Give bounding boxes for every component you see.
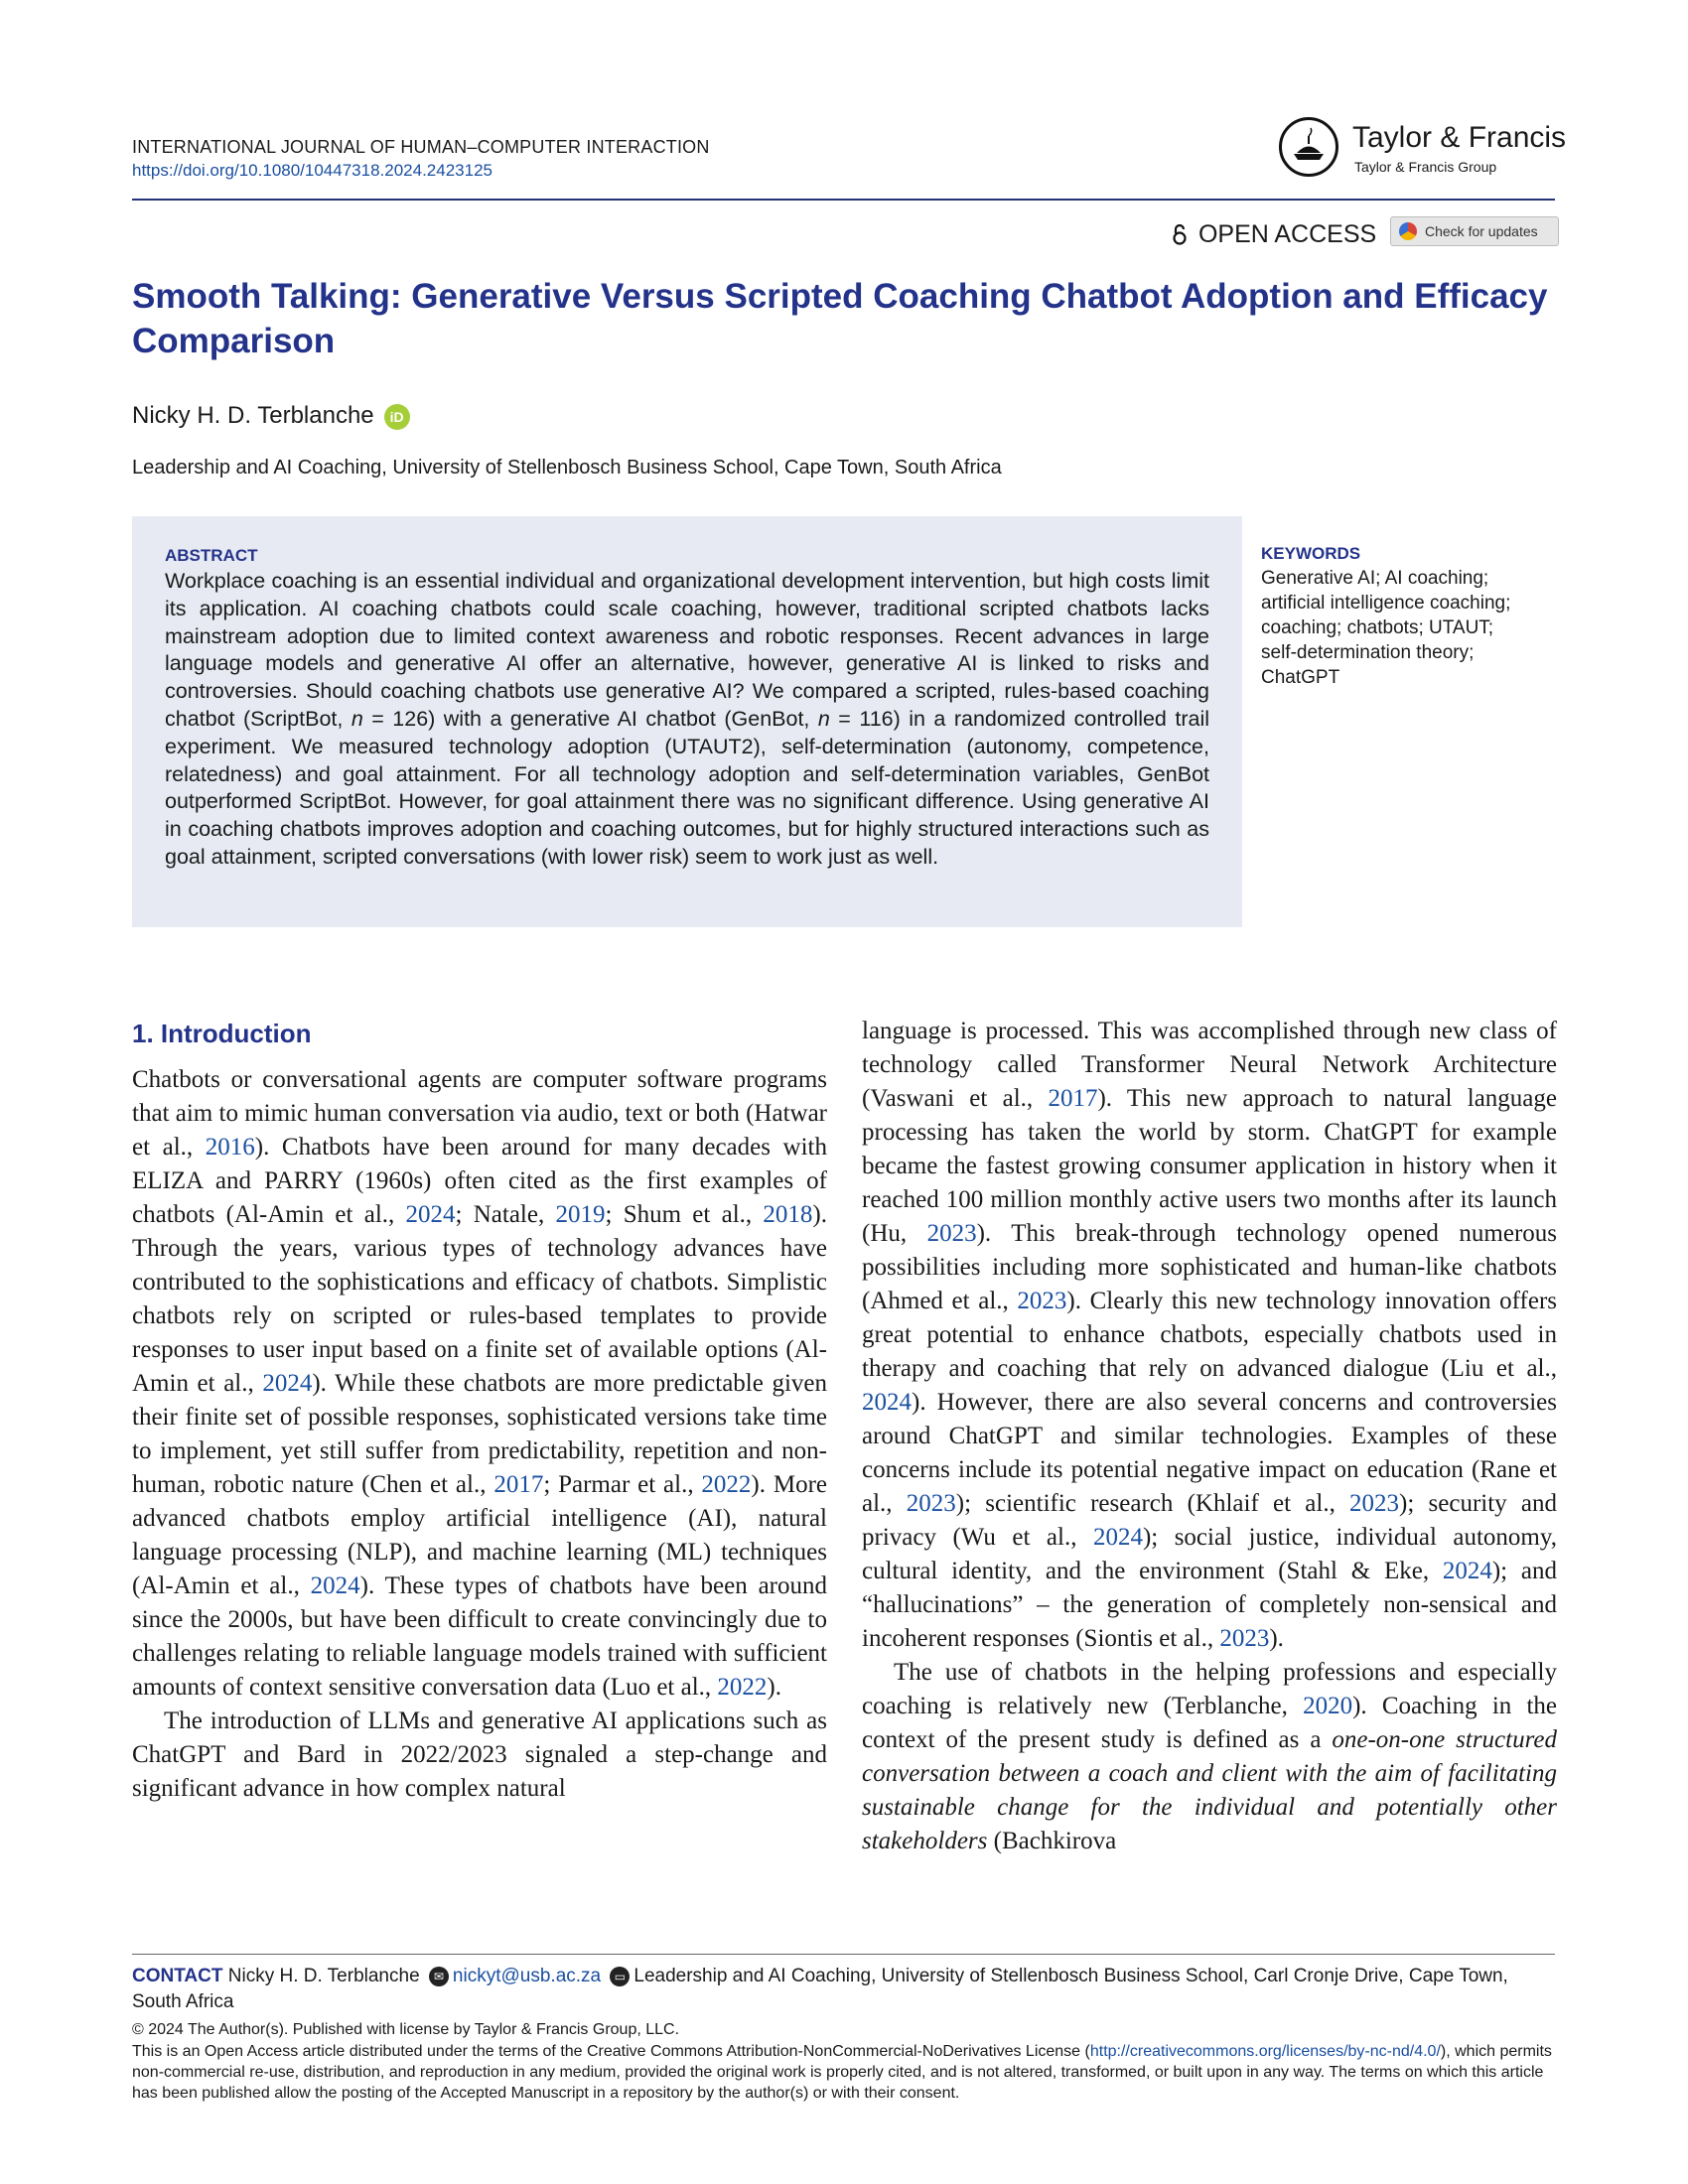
intro-paragraph-1: Chatbots or conversational agents are computer software programs that aim to mimic human conversation via audio, text or both (Hatwar et al., 2016). Chatbots have been around for many decades with ELIZA and PARRY (1960s) often cited as the first examples of chatbots (Al-Amin et al., 2024; Natale, 2019; Shum et al., 2018). Through the years, various types of technology advances have contributed to the sophistications and efficacy of chatbots. Simplistic chatbots rely on scripted or rules-based templates to provide responses to user input based on a finite set of available options (Al-Amin et al., 2024). While these chatbots are more predictable given their finite set of possible responses, sophisticated versions take time to implement, yet still suffer from predictability, repetition and non-human, robotic nature (Chen et al., 2017; Parmar et al., 2022). More advanced chatbots employ artificial intelligence (AI), natural language processing (NLP), and machine learning (ML) techniques (Al-Amin et al., 2024). These types of chatbots have been around since the 2000s, but have been difficult to create convincingly due to challenges relating to reliable language models trained with sufficient amounts of context sensitive conversation data (Luo et al., 2022). — [132, 1066, 827, 1701]
keywords-list: Generative AI; AI coaching; artificial intelligence coaching; coaching; chatbots; UTAUT; self-determination theory; ChatGPT — [1261, 568, 1511, 688]
intro-paragraph-3: The use of chatbots in the helping professions and especially coaching is relatively new (Terblanche, 2020). Coaching in the context of the present study is defined as a one-on-one structured conversation between a coach and client with the aim of facilitating sustainable change for the individual and potentially other stakeholders (Bachkirova — [862, 1659, 1557, 1854]
citation-link[interactable]: 2024 — [1092, 1524, 1143, 1551]
citation-link[interactable]: 2022 — [701, 1471, 752, 1498]
citation-link[interactable]: 2023 — [1017, 1288, 1067, 1314]
contact-email-link[interactable]: nickyt@usb.ac.za — [452, 1966, 602, 1986]
publisher-name: Taylor & Francis — [1352, 121, 1567, 154]
crossmark-icon — [1399, 222, 1417, 240]
author-line — [132, 402, 410, 430]
citation-link[interactable]: 2016 — [205, 1134, 255, 1160]
citation-link[interactable]: 2022 — [717, 1674, 768, 1701]
contact-name: Nicky H. D. Terblanche — [227, 1966, 420, 1986]
citation-link[interactable]: 2024 — [405, 1201, 456, 1228]
intro-paragraph-2: The introduction of LLMs and generative AI applications such as ChatGPT and Bard in 2022/2023 signaled a step-change and significant advance in how complex natural — [132, 1707, 827, 1802]
publisher-logo[interactable] — [1279, 117, 1567, 187]
citation-link[interactable]: 2023 — [926, 1220, 977, 1247]
footnote-divider — [132, 1954, 1555, 1955]
citation-link[interactable]: 2018 — [763, 1201, 813, 1228]
author-name: Nicky H. D. Terblanche — [132, 402, 374, 429]
abstract-text: Workplace coaching is an essential individual and organizational development intervention, but high costs limit its application. AI coaching chatbots could scale coaching, however, traditional scripted chatbots lacks mainstream adoption due to limited context awareness and robotic responses. Recent advances in large language models and generative AI offer an alternative, however, generative AI is linked to risks and controversies. Should coaching chatbots use generative AI? We compared a scripted, rules-based coaching chatbot (ScriptBot, n = 126) with a generative AI chatbot (GenBot, n = 116) in a randomized controlled trail experiment. We measured technology adoption (UTAUT2), self-determination (autonomy, competence, relatedness) and goal attainment. For all technology adoption and self-determination variables, GenBot outperformed ScriptBot. However, for goal attainment there was no significant difference. Using generative AI in coaching chatbots improves adoption and coaching outcomes, but for highly structured interactions such as goal attainment, scripted conversations (with lower risk) seem to work just as well. — [165, 569, 1209, 869]
open-access-label — [1172, 220, 1376, 249]
article-title: Smooth Talking: Generative Versus Scripted Coaching Chatbot Adoption and Efficacy Comparison — [132, 277, 1548, 360]
license-link[interactable]: http://creativecommons.org/licenses/by-nc-nd/4.0/ — [1089, 2043, 1441, 2060]
citation-link[interactable]: 2020 — [1303, 1693, 1353, 1719]
header-divider — [132, 199, 1555, 201]
check-for-updates-button[interactable] — [1390, 216, 1559, 246]
publisher-group: Taylor & Francis Group — [1354, 159, 1497, 175]
author-affiliation: Leadership and AI Coaching, University of Stellenbosch Business School, Cape Town, South Africa — [132, 457, 1002, 478]
citation-link[interactable]: 2023 — [1219, 1625, 1270, 1652]
copyright-notice: © 2024 The Author(s). Published with license by Taylor & Francis Group, LLC. — [132, 2021, 680, 2038]
orcid-icon[interactable]: iD — [384, 404, 410, 430]
contact-address: Leadership and AI Coaching, University of Stellenbosch Business School, Carl Cronje Drive, Cape Town, South Africa — [132, 1966, 1508, 2012]
intro-paragraph-2-continued: language is processed. This was accomplished through new class of technology called Transformer Neural Network Architecture (Vaswani et al., 2017). This new approach to natural language processing has taken the world by storm. ChatGPT for example became the fastest growing consumer application in history when it reached 100 million monthly active users two months after its launch (Hu, 2023). This break-through technology opened numerous possibilities including more sophisticated and human-like chatbots (Ahmed et al., 2023). Clearly this new technology innovation offers great potential to enhance chatbots, especially chatbots used in therapy and coaching that rely on advanced dialogue (Liu et al., 2024). However, there are also several concerns and controversies around ChatGPT and similar technologies. Examples of these concerns include its potential negative impact on education (Rane et al., 2023); scientific research (Khlaif et al., 2023); security and privacy (Wu et al., 2024); social justice, individual autonomy, cultural identity, and the environment (Stahl & Eke, 2024); and “hallucinations” – the generation of completely non-sensical and incoherent responses (Siontis et al., 2023). — [862, 1018, 1557, 1652]
open-access-text: OPEN ACCESS — [1197, 220, 1377, 248]
abstract-box — [132, 516, 1242, 927]
citation-link[interactable]: 2019 — [555, 1201, 606, 1228]
citation-link[interactable]: 2024 — [1442, 1558, 1492, 1584]
body-column-left — [132, 1015, 827, 1806]
publisher-lamp-icon — [1279, 117, 1338, 177]
citation-link[interactable]: 2024 — [862, 1389, 912, 1416]
citation-link[interactable]: 2017 — [493, 1471, 544, 1498]
address-icon: ▭ — [610, 1967, 630, 1986]
keywords-block — [1261, 544, 1529, 690]
license-notice: This is an Open Access article distributed under the terms of the Creative Commons Attribution-NonCommercial-NoDerivatives License (http://creativecommons.org/licenses/by-nc-nd/4.0/), which permits non-commercial re-use, distribution, and reproduction in any medium, provided the original work is properly cited, and is not altered, transformed, or built upon in any way. The terms on which this article has been published allow the posting of the Accepted Manuscript in a repository by the author(s) or with their consent. — [132, 2043, 1552, 2102]
keywords-label: KEYWORDS — [1261, 544, 1361, 563]
citation-link[interactable]: 2024 — [310, 1572, 360, 1599]
citation-link[interactable]: 2024 — [262, 1370, 313, 1397]
journal-name: INTERNATIONAL JOURNAL OF HUMAN–COMPUTER INTERACTION — [132, 137, 710, 157]
section-heading: 1. Introduction — [132, 1019, 312, 1048]
body-column-right — [862, 1015, 1557, 1858]
abstract-label: ABSTRACT — [165, 546, 258, 565]
open-lock-icon — [1172, 220, 1198, 248]
contact-footnote — [132, 1964, 1557, 2015]
citation-link[interactable]: 2017 — [1048, 1085, 1098, 1112]
citation-link[interactable]: 2023 — [906, 1490, 956, 1517]
contact-label: CONTACT — [132, 1966, 223, 1986]
email-icon: ✉ — [429, 1967, 449, 1986]
access-row — [1172, 216, 1559, 252]
citation-link[interactable]: 2023 — [1349, 1490, 1400, 1517]
doi-link[interactable]: https://doi.org/10.1080/10447318.2024.2423125 — [132, 161, 492, 180]
check-updates-label: Check for updates — [1425, 223, 1538, 239]
